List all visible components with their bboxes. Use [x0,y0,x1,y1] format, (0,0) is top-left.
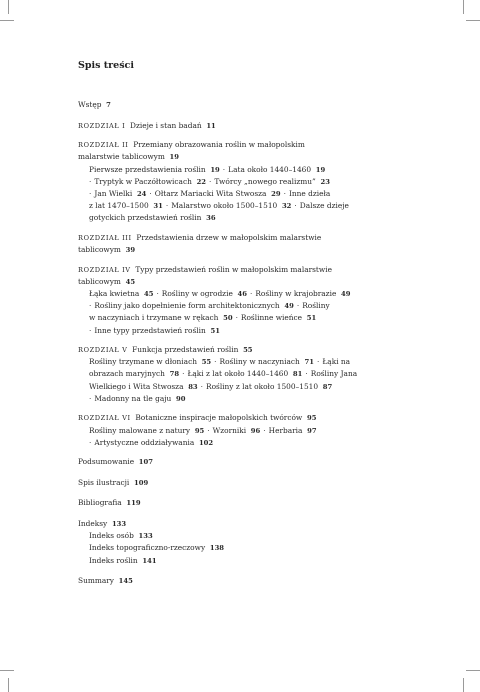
page-number: 145 [118,577,133,586]
subsection-title: Roślinne wieńce [240,313,303,323]
chapter-label: ROZDZIAŁ I [78,121,126,130]
separator-dot: · [263,425,266,435]
page-number: 141 [142,556,157,565]
page-number: 133 [138,532,153,541]
separator-dot: · [149,188,152,198]
separator-dot: · [89,393,92,403]
page-number: 29 [271,189,281,198]
chapter-title-cont: malarstwie tablicowym [78,152,165,162]
chapter-title: Dzieje i stan badań [130,120,202,130]
separator-dot: · [317,357,320,367]
chapter-label: ROZDZIAŁ IV [78,265,131,274]
separator-dot: · [305,369,308,379]
page-number: 90 [176,394,186,403]
page-number: 138 [209,544,225,553]
page-number: 22 [196,177,207,186]
page-number: 7 [106,101,111,109]
chapter-label: ROZDZIAŁ II [78,141,129,150]
separator-dot: · [235,313,238,323]
page-number: 46 [237,289,247,298]
page-number: 96 [250,426,261,435]
page-number: 51 [306,314,317,323]
page-number: 11 [206,121,216,130]
subsection-title: Madonny na tle gaju [94,393,172,403]
entry-label: Bibliografia [78,498,122,508]
page-number: 23 [320,177,330,186]
subsection-title: Tryptyk w Paczółtowicach [94,176,192,186]
page-number: 95 [194,426,205,435]
page-number: 50 [223,314,233,323]
separator-dot: · [182,369,185,379]
toc-chapter-1 [78,120,398,132]
chapter-title: Typy przedstawień roślin w małopolskim malarstwie [135,264,332,274]
subsection-title: Indeks roślin [89,555,138,565]
subsection-title: Rośliny w naczyniach [219,357,300,367]
subsection-title: Herbaria [268,425,303,435]
subsection-title: Twórcy „nowego realizmu” [214,176,316,186]
separator-dot: · [222,164,226,174]
page-number: 71 [304,358,314,367]
subsection-title: Ołtarz Mariacki Wita Stwosza [154,188,267,198]
subsection-title: Rośliny z lat około 1500–1510 [206,381,319,391]
page-number: 39 [125,246,136,255]
chapter-title: Botaniczne inspiracje małopolskich twórców [135,413,303,423]
subsection-title-cont: Wielkiego i Wita Stwosza [89,381,184,391]
subsection-title: Rośliny w ogrodzie [161,288,233,298]
page-number: 36 [206,214,216,223]
subsection-title: Rośliny Jana [310,369,358,379]
page-number: 49 [341,289,351,298]
subsection-title: Jan Wielki [94,188,133,198]
subsection-title: Rośliny malowane z natury [89,425,191,435]
separator-dot: · [89,437,92,447]
subsection-title: Indeks osób [89,531,134,541]
subsection-title: Dalsze dzieje [299,201,349,211]
separator-dot: · [89,325,92,335]
subsection-title: Rośliny [302,301,330,311]
entry-label: Spis ilustracji [78,477,130,487]
page-number: 45 [143,289,154,298]
page-number: 19 [210,165,220,174]
entry-label: Summary [78,576,114,586]
crop-mark [8,678,9,692]
separator-dot: · [214,357,217,367]
subsection-title: Lata około 1440–1460 [228,164,312,174]
page-number: 83 [188,382,198,391]
separator-dot: · [207,425,210,435]
separator-dot: · [296,301,300,311]
toc-entry-bibliografia [78,497,398,509]
page-number: 55 [243,346,253,355]
toc-entry-spis-ilustracji [78,477,398,489]
subsection-title: Indeks topograficzno-rzeczowy [89,543,206,553]
crop-mark [466,670,480,671]
separator-dot: · [89,188,92,198]
toc-chapter-3 [78,232,398,256]
subsection-title: Rośliny trzymane w dłoniach [89,357,197,367]
subsection-title: Inne dzieła [288,188,331,198]
subsection-title: Pierwsze przedstawienia roślin [89,164,206,174]
table-of-contents [78,99,398,596]
toc-chapter-5 [78,344,398,405]
page-number: 45 [125,277,136,286]
separator-dot: · [250,288,253,298]
chapter-label: ROZDZIAŁ VI [78,414,131,423]
separator-dot: · [89,301,92,311]
page-number: 95 [306,414,317,423]
page-number: 78 [169,370,180,379]
crop-mark [463,0,464,14]
toc-entry-wstep [78,99,398,111]
toc-entry-indeksy [78,518,398,567]
toc-chapter-4 [78,264,398,337]
page-title: Spis treści [78,60,134,71]
separator-dot: · [156,288,159,298]
separator-dot: · [283,188,286,198]
toc-entry-summary [78,575,398,587]
separator-dot: · [89,176,92,186]
separator-dot: · [200,381,204,391]
subsection-title: Inne typy przedstawień roślin [94,325,206,335]
chapter-label: ROZDZIAŁ V [78,346,128,355]
subsection-title-cont: z lat 1470–1500 [89,201,149,211]
subsection-title-cont: obrazach maryjnych [89,369,165,379]
toc-chapter-6 [78,412,398,449]
page-number: 133 [111,520,127,529]
page-number: 97 [307,426,317,435]
separator-dot: · [294,201,297,211]
subsection-title: Artystyczne oddziaływania [94,437,195,447]
subsection-title: Łąka kwietna [89,288,140,298]
chapter-title: Funkcja przedstawień roślin [132,345,239,355]
chapter-title-cont: tablicowym [78,245,121,255]
page-number: 31 [153,202,163,211]
page-number: 19 [315,165,326,174]
crop-mark [8,0,9,14]
subsection-title-cont: gotyckich przedstawień roślin [89,213,202,223]
page-number: 109 [134,478,149,487]
toc-chapter-2 [78,139,398,224]
page-number: 49 [284,302,294,311]
subsection-title: Łąki z lat około 1440–1460 [187,369,289,379]
subsection-title-cont: w naczyniach i trzymane w rękach [89,313,219,323]
separator-dot: · [165,201,169,211]
page-number: 107 [138,458,153,467]
subsection-title: Rośliny jako dopełnienie form architektonicznych [94,301,280,311]
chapter-title-cont: tablicowym [78,276,121,286]
entry-label: Indeksy [78,519,108,529]
page-number: 55 [201,358,212,367]
page-number: 102 [198,438,214,447]
page-number: 119 [126,499,141,508]
page-number: 87 [322,382,333,391]
crop-mark [0,20,14,21]
page-number: 24 [136,189,147,198]
crop-mark [466,20,480,21]
chapter-title: Przemiany obrazowania roślin w małopolskim [133,140,305,150]
crop-mark [463,678,464,692]
page-number: 19 [169,153,179,162]
chapter-title: Przedstawienia drzew w małopolskim malarstwie [136,232,322,242]
subsection-title: Malarstwo około 1500–1510 [171,201,278,211]
subsection-title: Łąki na [322,357,351,367]
crop-mark [0,670,14,671]
entry-label: Podsumowanie [78,457,135,467]
page-number: 51 [210,326,220,335]
subsection-title: Rośliny w krajobrazie [255,288,337,298]
entry-label: Wstęp [78,100,102,109]
chapter-label: ROZDZIAŁ III [78,233,132,242]
page-number: 81 [292,370,303,379]
page-number: 32 [281,202,292,211]
separator-dot: · [209,176,212,186]
toc-entry-podsumowanie [78,456,398,468]
subsection-title: Wzorniki [212,425,247,435]
